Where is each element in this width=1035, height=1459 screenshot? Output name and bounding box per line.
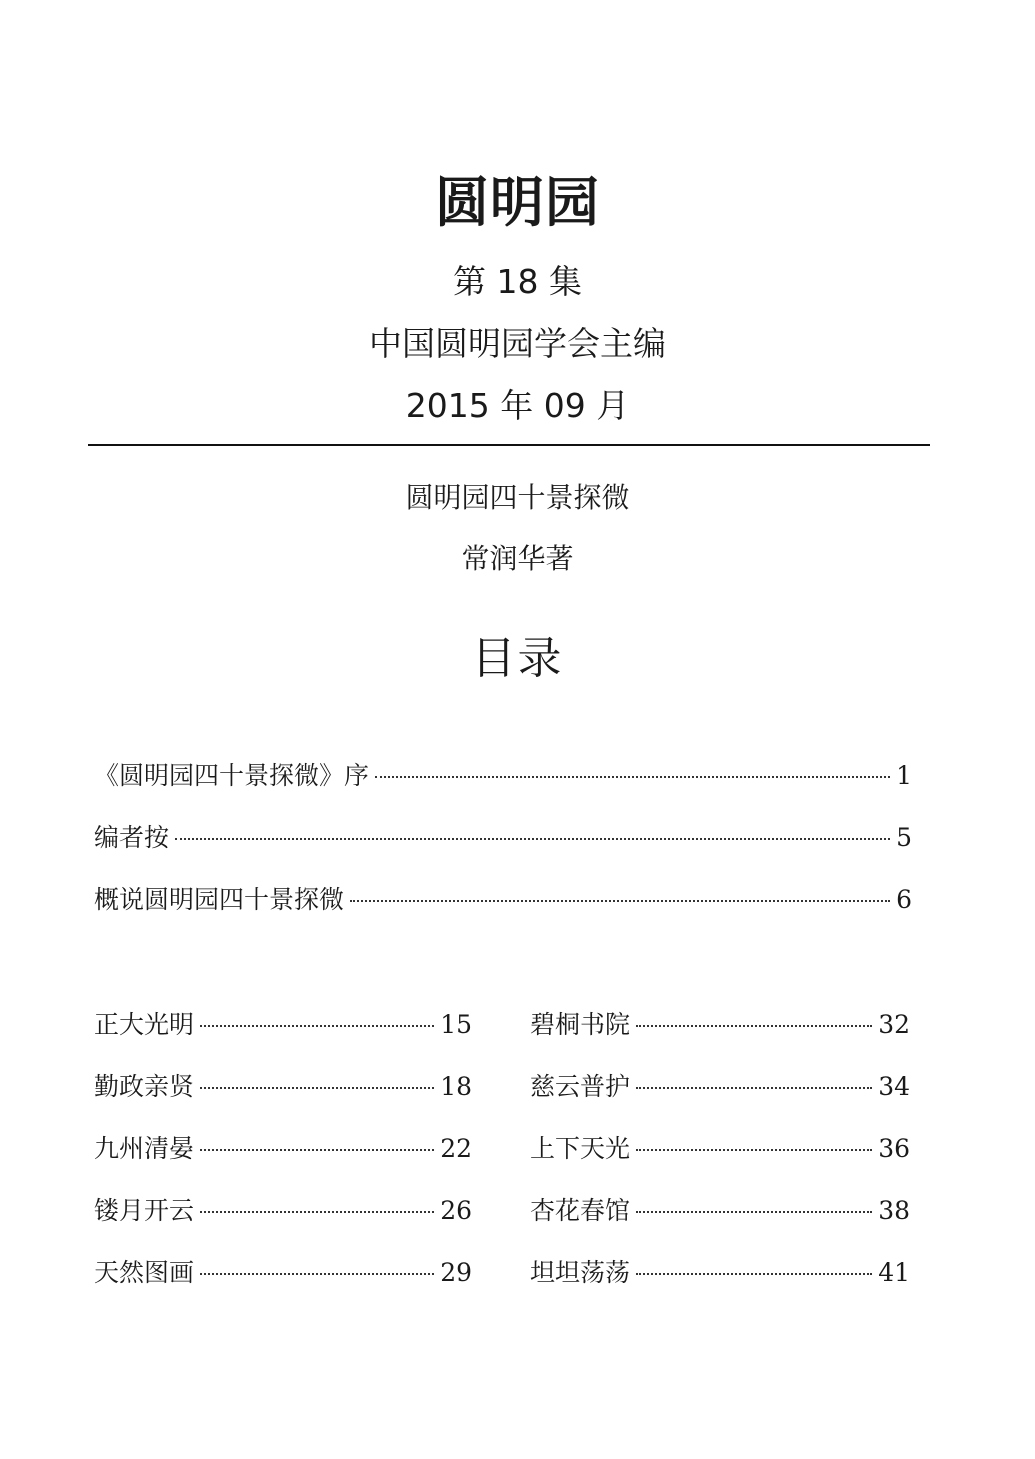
toc-entry-page: 29: [440, 1258, 472, 1287]
book-author: 常润华著: [461, 542, 574, 575]
toc-entry-page: 18: [440, 1072, 472, 1101]
toc-entry-page: 1: [896, 761, 912, 790]
page-title: 圆明园: [435, 170, 600, 234]
toc-entry-label: 概说圆明园四十景探微: [94, 885, 345, 914]
toc-entry-label: 上下天光: [530, 1134, 631, 1163]
toc-entry-label: 《圆明园四十景探微》序: [94, 761, 370, 790]
dot-leader: [636, 1087, 872, 1089]
dot-leader: [636, 1149, 872, 1151]
dot-leader: [200, 1273, 434, 1275]
toc-entry-label: 九州清晏: [94, 1134, 195, 1163]
dot-leader: [350, 900, 890, 902]
toc-entry[interactable]: [530, 1253, 910, 1289]
dot-leader: [175, 838, 890, 840]
toc-entry-label: 勤政亲贤: [94, 1072, 195, 1101]
toc-entry-label: 慈云普护: [530, 1072, 631, 1101]
dot-leader: [375, 776, 890, 778]
dot-leader: [636, 1273, 872, 1275]
book-title: 圆明园四十景探微: [405, 481, 630, 514]
toc-entry[interactable]: [530, 1129, 910, 1165]
toc-entry-editors-note[interactable]: [94, 818, 912, 854]
toc-entry[interactable]: [94, 1005, 472, 1041]
toc-entry-page: 41: [878, 1258, 910, 1287]
dot-leader: [200, 1087, 434, 1089]
toc-entry[interactable]: [94, 1129, 472, 1165]
toc-entry[interactable]: [530, 1005, 910, 1041]
toc-entry-page: 34: [878, 1072, 910, 1101]
dot-leader: [636, 1211, 872, 1213]
toc-entry-label: 编者按: [94, 823, 170, 852]
toc-entry[interactable]: [530, 1191, 910, 1227]
toc-entry-label: 镂月开云: [94, 1196, 195, 1225]
toc-entry-label: 杏花春馆: [530, 1196, 631, 1225]
toc-entry[interactable]: [530, 1067, 910, 1103]
toc-entry-page: 5: [896, 823, 912, 852]
toc-entry-page: 38: [878, 1196, 910, 1225]
publication-date: 2015 年 09 月: [405, 386, 630, 425]
toc-heading: 目录: [471, 633, 564, 684]
editor-line: 中国圆明园学会主编: [369, 324, 666, 363]
toc-entry-preface[interactable]: [94, 756, 912, 792]
toc-entry-label: 碧桐书院: [530, 1010, 631, 1039]
toc-entry-page: 15: [440, 1010, 472, 1039]
toc-entry-page: 26: [440, 1196, 472, 1225]
toc-entry[interactable]: [94, 1191, 472, 1227]
toc-entry-page: 32: [878, 1010, 910, 1039]
dot-leader: [200, 1025, 434, 1027]
toc-entry-label: 正大光明: [94, 1010, 195, 1039]
toc-entry[interactable]: [94, 1253, 472, 1289]
dot-leader: [200, 1211, 434, 1213]
toc-entry-page: 6: [896, 885, 912, 914]
toc-entry-label: 坦坦荡荡: [530, 1258, 631, 1287]
header-divider: [88, 444, 930, 446]
toc-entry-label: 天然图画: [94, 1258, 195, 1287]
dot-leader: [636, 1025, 872, 1027]
toc-entry-page: 36: [878, 1134, 910, 1163]
issue-number: 第 18 集: [453, 262, 582, 301]
dot-leader: [200, 1149, 434, 1151]
toc-entry-overview[interactable]: [94, 880, 912, 916]
toc-entry[interactable]: [94, 1067, 472, 1103]
toc-entry-page: 22: [440, 1134, 472, 1163]
